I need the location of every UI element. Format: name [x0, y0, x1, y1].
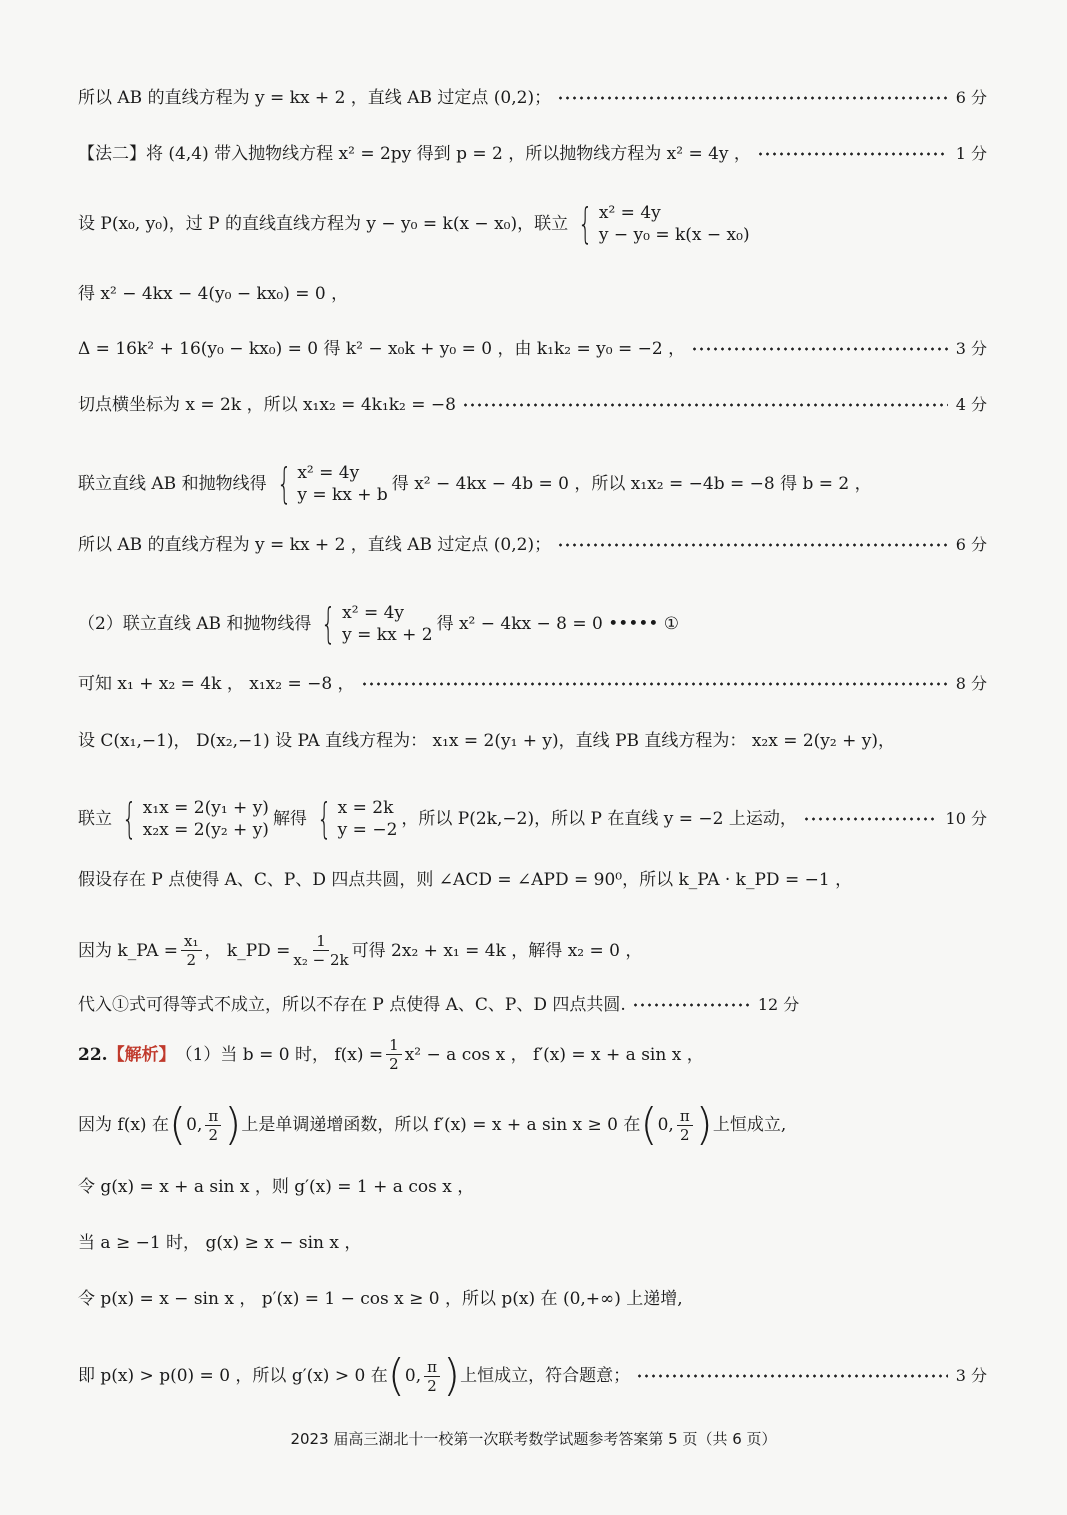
- line-let-p: 令 p(x) = x − sin x ， p′(x) = 1 − cos x ≥ 0 ，所以 p(x) 在 (0,+∞) 上递增,: [78, 1289, 683, 1309]
- page-footer: 2023 届高三湖北十一校第一次联考数学试题参考答案第 5 页（共 6 页）: [290, 1430, 777, 1448]
- score: 6 分: [955, 88, 987, 107]
- line-set-p: 设 P(x₀, y₀)，过 P 的直线直线方程为 y − y₀ = k(x − x₀)，联立 { x² = 4y y − y₀ = k(x − x₀): [78, 199, 750, 248]
- score: 1 分: [955, 144, 987, 163]
- score: 12 分: [757, 995, 800, 1014]
- line-conclusion: 代入①式可得等式不成立，所以不存在 P 点使得 A、C、P、D 四点共圆. 12 分: [78, 995, 800, 1015]
- line-ab-equation-1: 所以 AB 的直线方程为 y = kx + 2 ，直线 AB 过定点 (0,2)； 6 分: [78, 88, 987, 108]
- equation-system: { x = 2k y = −2: [316, 794, 398, 843]
- line-set-cd: 设 C(x₁,−1)， D(x₂,−1) 设 PA 直线方程为： x₁x = 2(y₁ + y)，直线 PB 直线方程为： x₂x = 2(y₂ + y)，: [78, 731, 896, 751]
- line-combine-ab: 联立直线 AB 和抛物线得 { x² = 4y y = kx + b 得 x² − 4kx − 4b = 0 ，所以 x₁x₂ = −4b = −8 得 b = 2 ，: [78, 459, 872, 508]
- fraction: $\frac{1}{2}$: [386, 1036, 402, 1073]
- score: 3 分: [955, 1366, 987, 1385]
- line-case-a: 当 a ≥ −1 时， g(x) ≥ x − sin x ，: [78, 1233, 362, 1253]
- equation-system: { x₁x = 2(y₁ + y) x₂x = 2(y₂ + y): [122, 794, 269, 843]
- score: 3 分: [955, 339, 987, 358]
- line-tangent-x: 切点横坐标为 x = 2k ，所以 x₁x₂ = 4k₁k₂ = −8 4 分: [78, 395, 987, 415]
- line-vieta: 可知 x₁ + x₂ = 4k ， x₁x₂ = −8 ， 8 分: [78, 674, 987, 694]
- equation-system: { x² = 4y y − y₀ = k(x − x₀): [578, 199, 750, 248]
- line-let-g: 令 g(x) = x + a sin x ，则 g′(x) = 1 + a cos x ，: [78, 1177, 475, 1197]
- fraction: $\frac{1}{\text{x₂ − 2k}}$: [293, 932, 349, 969]
- line-assume-concyclic: 假设存在 P 点使得 A、C、P、D 四点共圆，则 ∠ACD = ∠APD = 90⁰，所以 k_PA · k_PD = −1 ，: [78, 870, 853, 890]
- line-method-two: 【法二】将 (4,4) 带入抛物线方程 x² = 2py 得到 p = 2 ，所以抛物线方程为 x² = 4y ， 1 分: [78, 144, 987, 164]
- interval: ( 0, $\frac{\pi}{2}$ ): [387, 1350, 461, 1401]
- equation-system: { x² = 4y y = kx + 2: [321, 599, 433, 648]
- line-delta: Δ = 16k² + 16(y₀ − kx₀) = 0 得 k² − x₀k + y₀ = 0 ，由 k₁k₂ = y₀ = −2 ， 3 分: [78, 339, 987, 359]
- line-q22-start: 22. 【解析】 （1）当 b = 0 时， f(x) = $\frac{1}{2}$ x² − a cos x ， f′(x) = x + a sin x ，: [78, 1036, 704, 1073]
- line-solve-p: 联立 { x₁x = 2(y₁ + y) x₂x = 2(y₂ + y) 解得 { x = 2k y = −2 ，所以 P(2k,−2)，所以 P 在直线 y = −2 上运动， 10 分: [78, 794, 987, 843]
- score: 4 分: [955, 395, 987, 414]
- equation-system: { x² = 4y y = kx + b: [276, 459, 388, 508]
- fraction: $\frac{\text{x₁}}{2}$: [181, 932, 201, 969]
- interval: ( 0, $\frac{\pi}{2}$ ): [640, 1099, 713, 1150]
- line-ab-equation-2: 所以 AB 的直线方程为 y = kx + 2 ，直线 AB 过定点 (0,2)； 6 分: [78, 535, 987, 555]
- line-derive-quadratic: 得 x² − 4kx − 4(y₀ − kx₀) = 0 ，: [78, 284, 349, 304]
- line-part-two: （2）联立直线 AB 和抛物线得 { x² = 4y y = kx + 2 得 x² − 4kx − 8 = 0 ••••• ①: [78, 599, 680, 648]
- line-monotonic: 因为 f(x) 在 ( 0, $\frac{\pi}{2}$ ) 上是单调递增函数，所以 f′(x) = x + a sin x ≥ 0 在 ( 0, $\frac{\pi}{2}$ ) 上恒成立,: [78, 1099, 787, 1150]
- score: 8 分: [955, 674, 987, 693]
- interval: ( 0, $\frac{\pi}{2}$ ): [168, 1099, 242, 1150]
- score: 10 分: [945, 809, 987, 828]
- analysis-tag: 【解析】: [107, 1044, 176, 1065]
- line-p-positive: 即 p(x) > p(0) = 0 ，所以 g′(x) > 0 在 ( 0, $\frac{\pi}{2}$ ) 上恒成立，符合题意； 3 分: [78, 1350, 987, 1401]
- line-slopes: 因为 k_PA = $\frac{\text{x₁}}{2}$ ， k_PD = $\frac{1}{\text{x₂ − 2k}}$ 可得 2x₂ + x₁ = 4k ，解得 x₂ = 0 ，: [78, 932, 643, 969]
- score: 6 分: [955, 535, 987, 554]
